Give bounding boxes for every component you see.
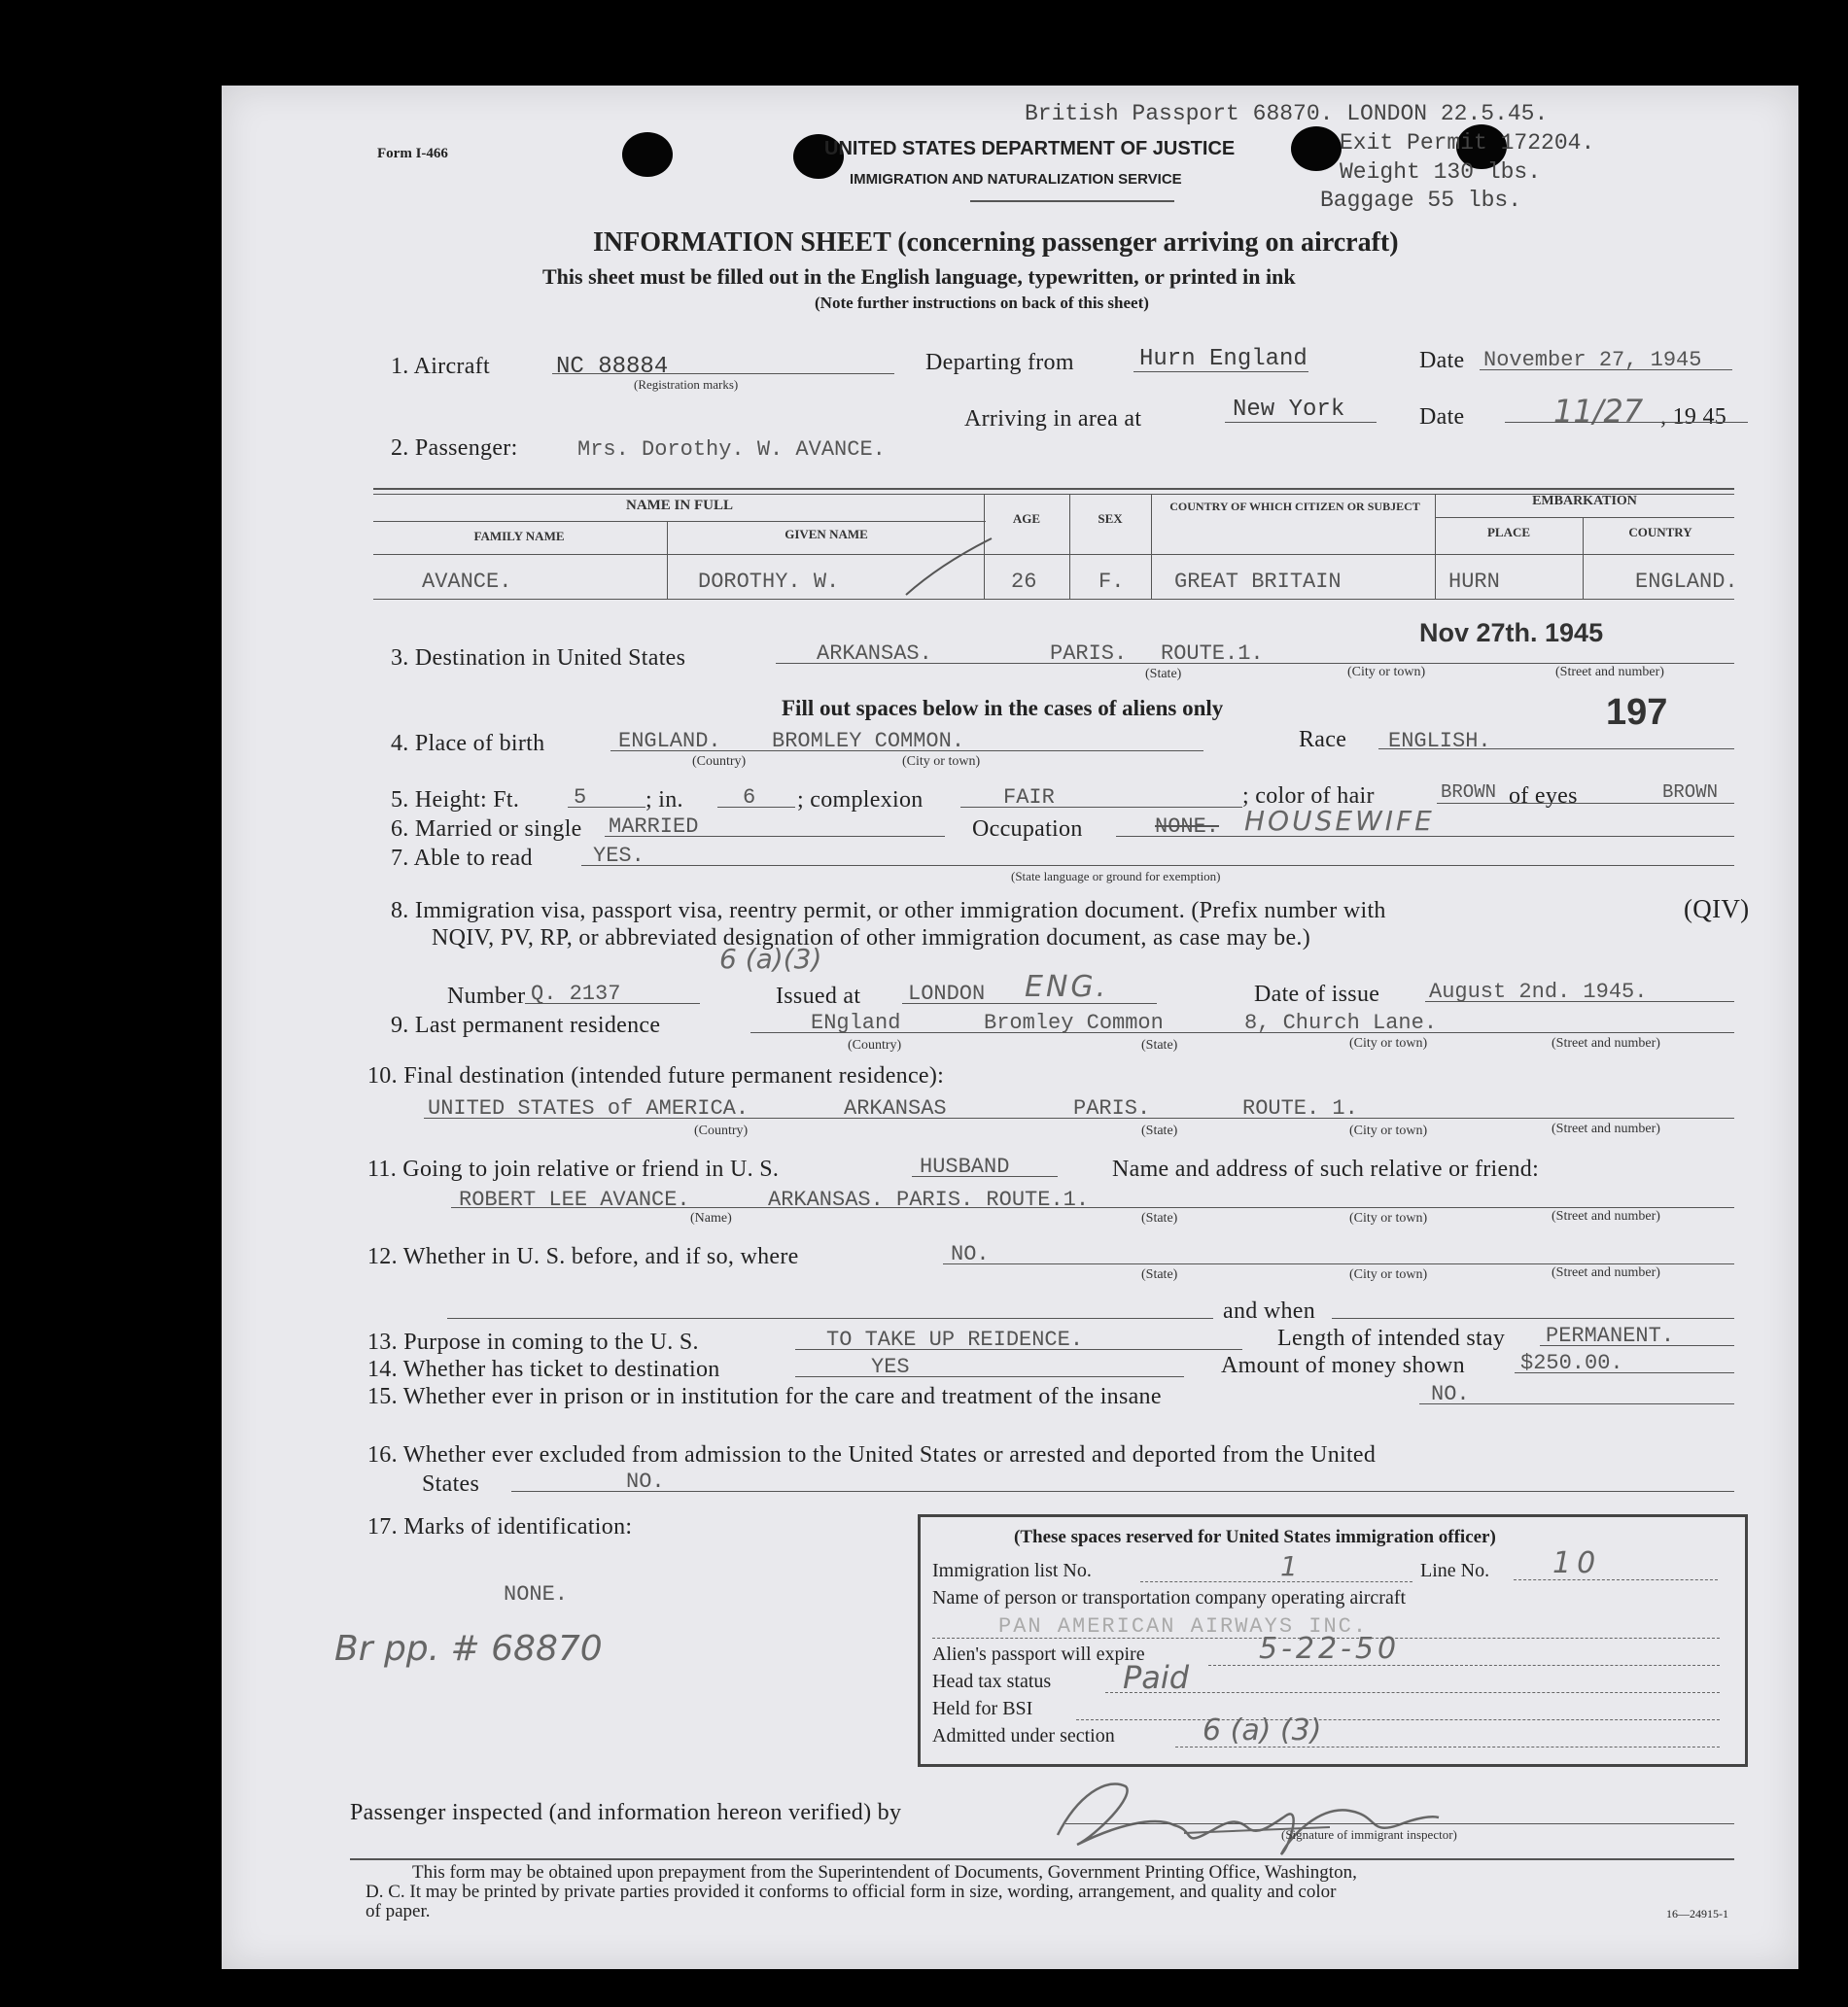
married-line [605,836,945,837]
prison-value: NO. [1431,1382,1470,1406]
height-in-label: ; in. [645,787,683,813]
divider [970,200,1174,202]
visa-label-1: 8. Immigration visa, passport visa, reentry permit, or other immigration document. (Prefix number with [391,898,1386,923]
cap-street: (Street and number) [1555,665,1664,679]
occupation-line [1116,836,1734,837]
doi-value: August 2nd. 1945. [1429,980,1648,1004]
tax-label: Head tax status [932,1671,1052,1692]
table-col-divider [667,521,668,599]
cap-state: (State) [1141,1211,1178,1226]
when-line [1332,1318,1734,1319]
before-line [943,1263,1734,1264]
name-in-full-header: NAME IN FULL [625,498,733,513]
tax-line [1105,1692,1720,1693]
cap-state: (State) [1141,1267,1178,1282]
cap-city: (City or town) [1349,1211,1428,1226]
service-name: IMMIGRATION AND NATURALIZATION SERVICE [850,171,1182,188]
complexion-label: ; complexion [797,787,924,813]
cap-city: (City or town) [1349,1036,1428,1051]
married-value: MARRIED [609,814,699,839]
cap-city: (City or town) [1349,1124,1428,1138]
inspector-signature [1038,1757,1447,1864]
typed-note-2: Exit Permit 172204. [1340,130,1595,156]
section-value: 6 (a) (3) [1203,1713,1322,1747]
eyes-label: of eyes [1509,783,1578,809]
money-line [1515,1372,1734,1373]
before-line-2 [447,1318,1213,1319]
join-value: HUSBAND [920,1155,1010,1179]
inspected-caption: (Signature of immigrant inspector) [1281,1827,1457,1842]
read-label: 7. Able to read [391,846,533,871]
excluded-label-2: States [422,1471,480,1497]
date-label: Date [1419,348,1465,373]
footer-text-2: D. C. It may be printed by private parties provided it conforms to official form in size, wording, arrangement, and quality and color [366,1882,1337,1902]
doi-label: Date of issue [1254,982,1380,1007]
destination-city: PARIS. [1050,641,1128,666]
when-label: and when [1223,1298,1316,1324]
join-name-label: Name and address of such relative or friend: [1112,1157,1540,1182]
age-header: AGE [1012,511,1041,526]
cap-city: (City or town) [1349,1267,1428,1282]
page-title: INFORMATION SHEET (concerning passenger arriving on aircraft) [593,227,1399,258]
birth-city: BROMLEY COMMON. [772,729,965,753]
residence-state: Bromley Common [984,1011,1164,1035]
race-value: ENGLISH. [1388,729,1491,753]
stay-value: PERMANENT. [1546,1324,1675,1348]
instructions-note: (Note further instructions on back of this sheet) [815,294,1149,312]
complexion-line [960,807,1242,808]
table-rule [373,554,1734,555]
aircraft-caption: (Registration marks) [634,377,739,392]
arrival-stamp: Nov 27th. 1945 [1419,618,1604,647]
excluded-line [511,1491,1734,1492]
cap-country: (Country) [848,1038,902,1053]
table-col-divider [1583,517,1584,599]
ticket-value: YES [871,1355,910,1379]
date2-label: Date [1419,404,1465,430]
form-number: Form I-466 [377,146,448,161]
read-caption: (State language or ground for exemption) [1011,869,1221,883]
visa-hand-note: 6 (a)(3) [719,943,822,975]
join-line [912,1176,1058,1177]
birth-label: 4. Place of birth [391,731,545,756]
destination-state: ARKANSAS. [817,641,932,666]
prison-line [1419,1403,1734,1404]
line-no-line [1514,1579,1718,1580]
table-rule [1435,517,1734,518]
departing-label: Departing from [925,350,1074,375]
residence-label: 9. Last permanent residence [391,1013,661,1038]
join-name: ROBERT LEE AVANCE. [459,1188,690,1212]
issued-line [902,1003,1157,1004]
residence-street: 8, Church Lane. [1244,1011,1438,1035]
cap-state: (State) [1141,1124,1178,1138]
stamp-number: 197 [1606,692,1668,733]
departing-value: Hurn England [1139,346,1308,372]
hair-label: ; color of hair [1242,783,1375,809]
money-value: $250.00. [1520,1351,1623,1375]
final-state: ARKANSAS [844,1096,947,1121]
cap-street: (Street and number) [1552,1036,1660,1051]
residence-line [750,1032,1734,1033]
excluded-value: NO. [626,1470,665,1494]
occupation-value: HOUSEWIFE [1244,805,1435,837]
table-col-divider [1151,494,1152,599]
visa-number-line [525,1003,700,1004]
final-line [424,1118,1734,1119]
date2-value: 11/27 [1553,393,1644,430]
purpose-value: TO TAKE UP REIDENCE. [826,1328,1084,1352]
purpose-line [795,1349,1242,1350]
aircraft-label: 1. Aircraft [391,354,490,379]
place-header: PLACE [1486,525,1531,539]
hair-value: BROWN [1441,781,1497,803]
date-line [1480,369,1732,370]
cap-state: (State) [1141,1038,1178,1053]
bsi-label: Held for BSI [932,1698,1033,1719]
expire-line [1208,1665,1720,1666]
ticket-label: 14. Whether has ticket to destination [367,1357,720,1382]
arriving-line [1225,422,1377,423]
arriving-value: New York [1233,397,1345,423]
list-label: Immigration list No. [932,1560,1092,1581]
typed-note-4: Baggage 55 lbs. [1320,188,1522,213]
form-sheet [222,86,1798,1969]
married-label: 6. Married or single [391,816,582,842]
issued-hand: ENG. [1025,970,1109,1004]
punch-hole [1291,126,1342,171]
final-street: ROUTE. 1. [1242,1096,1358,1121]
before-value: NO. [951,1242,990,1266]
hair-eyes-line [1437,803,1734,804]
visa-label-2: NQIV, PV, RP, or abbreviated designation of other immigration document, as case may be.) [432,925,1311,951]
table-top [373,488,1734,490]
prison-label: 15. Whether ever in prison or in institution for the care and treatment of the insane [367,1384,1162,1409]
birth-country: ENGLAND. [618,729,721,753]
table-col-divider [1069,494,1070,599]
cap-state: (State) [1145,667,1182,681]
table-col-divider [1435,494,1436,599]
expire-value: 5-22-50 [1259,1632,1401,1666]
stay-label: Length of intended stay [1277,1326,1506,1351]
department-name: UNITED STATES DEPARTMENT OF JUSTICE [824,138,1236,159]
footer-code: 16—24915-1 [1666,1907,1728,1920]
given-name-header: GIVEN NAME [785,527,868,541]
final-city: PARIS. [1073,1096,1151,1121]
marks-label: 17. Marks of identification: [367,1514,633,1540]
bsi-line [1076,1719,1720,1720]
eyes-value: BROWN [1662,781,1719,803]
height-ft: 5 [574,785,587,810]
destination-line [776,663,1734,664]
cell-family: AVANCE. [422,570,512,594]
race-line [1378,748,1734,749]
occupation-struck: NONE. [1155,814,1220,839]
operator-value: PAN AMERICAN AIRWAYS INC. [998,1614,1369,1639]
embarkation-header: EMBARKATION [1532,494,1637,508]
passenger-label: 2. Passenger: [391,435,518,461]
officer-box [918,1514,1748,1767]
birth-line [610,750,1203,751]
height-in: 6 [743,785,756,810]
typed-note-1: British Passport 68870. LONDON 22.5.45. [1025,101,1549,126]
excluded-label-1: 16. Whether ever excluded from admission to the United States or arrested and deported from the United [367,1442,1377,1468]
footer-text-1: This form may be obtained upon prepayment from the Superintendent of Documents, Government Printing Office, Washington, [412,1862,1357,1883]
height-in-line [717,807,795,808]
country-header: COUNTRY OF WHICH CITIZEN OR SUBJECT [1169,500,1420,513]
height-ft-line [568,807,645,808]
aircraft-value: NC 88884 [556,354,669,380]
visa-number: Q. 2137 [531,982,621,1006]
aircraft-line [552,373,894,374]
officer-box-title: (These spaces reserved for United States immigration officer) [1014,1527,1496,1547]
join-address: ARKANSAS. PARIS. ROUTE.1. [768,1188,1090,1212]
issued-label: Issued at [776,984,861,1009]
cell-sex: F. [1098,570,1125,594]
stay-line [1540,1345,1734,1346]
date-value: November 27, 1945 [1483,348,1702,372]
date2-year: , 19 45 [1660,404,1727,430]
purpose-label: 13. Purpose in coming to the U. S. [367,1330,699,1355]
height-label: 5. Height: Ft. [391,787,520,813]
date2-line [1505,422,1748,423]
cap-city: (City or town) [1347,665,1426,679]
table-bottom [373,599,1734,600]
residence-country: ENgland [811,1011,901,1035]
cap-name: (Name) [690,1211,732,1226]
passenger-value: Mrs. Dorothy. W. AVANCE. [577,437,886,462]
cell-citizen: GREAT BRITAIN [1174,570,1342,594]
cap-country: (Country) [694,1124,749,1138]
typed-note-3: Weight 130 lbs. [1340,159,1542,185]
cap-street: (Street and number) [1552,1122,1660,1136]
check-mark [902,535,999,603]
destination-street: ROUTE.1. [1161,641,1264,666]
departing-line [1133,371,1308,372]
marks-hand-note: Br pp. # 68870 [334,1629,603,1669]
section-label: Admitted under section [932,1725,1115,1747]
list-value: 1 [1280,1550,1298,1582]
family-name-header: FAMILY NAME [473,529,565,543]
ticket-line [795,1376,1184,1377]
destination-label: 3. Destination in United States [391,645,686,671]
occupation-label: Occupation [972,816,1083,842]
cell-given: DOROTHY. W. [698,570,840,594]
cap-city: (City or town) [902,754,981,769]
money-label: Amount of money shown [1221,1353,1465,1378]
race-label: Race [1299,727,1347,752]
page-subtitle: This sheet must be filled out in the English language, typewritten, or printed in ink [542,264,1296,289]
marks-value: NONE. [504,1582,569,1607]
aliens-only-heading: Fill out spaces below in the cases of aliens only [782,696,1224,720]
cap-street: (Street and number) [1552,1209,1660,1224]
join-address-line [451,1207,1734,1208]
signature-line [1065,1823,1734,1824]
complexion-value: FAIR [1003,785,1055,810]
before-label: 12. Whether in U. S. before, and if so, where [367,1244,799,1269]
expire-label: Alien's passport will expire [932,1644,1145,1665]
join-label: 11. Going to join relative or friend in U. S. [367,1157,780,1182]
tax-value: Paid [1123,1659,1190,1696]
emb-country-header: COUNTRY [1628,525,1692,539]
table-rule [373,521,986,522]
arriving-label: Arriving in area at [964,406,1142,432]
footer-rule [350,1858,1734,1860]
list-line [1140,1581,1412,1582]
visa-number-label: Number [447,984,526,1009]
cap-country: (Country) [692,754,747,769]
doi-line [1425,1001,1734,1002]
footer-text-3: of paper. [366,1901,431,1921]
cell-country: ENGLAND. [1635,570,1738,594]
line-value: 10 [1552,1546,1602,1580]
line-label: Line No. [1420,1560,1490,1581]
operator-label: Name of person or transportation company operating aircraft [932,1587,1407,1609]
cap-street: (Street and number) [1552,1265,1660,1280]
issued-value: LONDON [908,982,986,1006]
sex-header: SEX [1098,511,1123,526]
visa-qiv: (QIV) [1684,894,1750,923]
punch-hole [622,132,673,177]
read-line [581,865,1734,866]
cell-place: HURN [1448,570,1500,594]
read-value: YES. [593,844,645,868]
cell-age: 26 [1011,570,1037,594]
inspected-label: Passenger inspected (and information hereon verified) by [350,1800,902,1825]
final-label: 10. Final destination (intended future permanent residence): [367,1063,945,1089]
final-country: UNITED STATES of AMERICA. [428,1096,750,1121]
